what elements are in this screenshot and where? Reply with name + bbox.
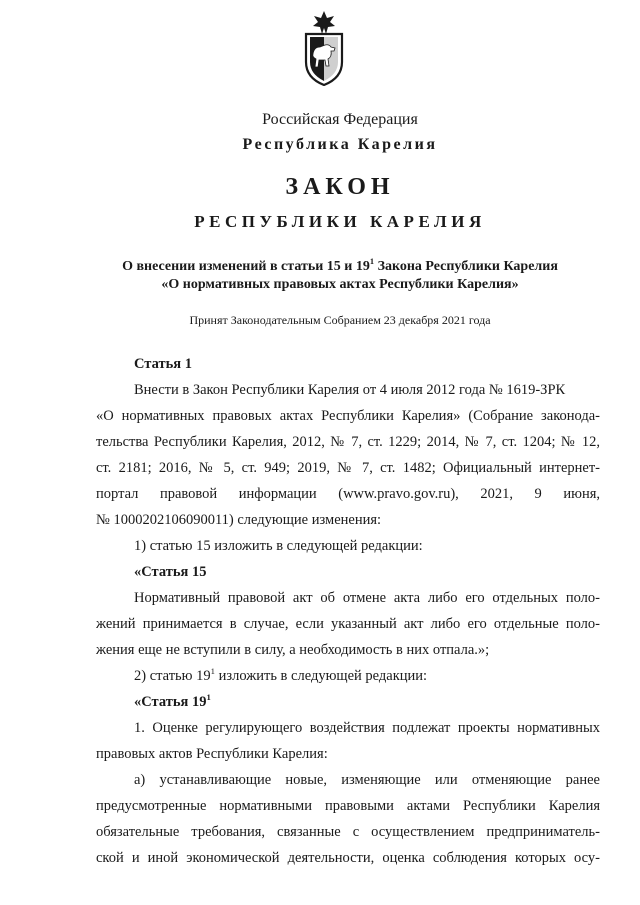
document-issuer: РЕСПУБЛИКИ КАРЕЛИЯ [194,212,486,231]
text-line: Нормативный правовой акт об отмене акта либо его отдельных поло- [134,590,600,606]
text-line: тельства Республики Карелия, 2012, № 7, ст. 1229; 2014, № 7, ст. 1204; № 12, [96,434,600,450]
republic-name: Республика Карелия [242,136,438,153]
text-line: ской и иной экономической деятельности, оценка соблюдения которых осу- [96,850,600,866]
text-line: № 1000202106090011) следующие изменения: [96,512,382,528]
list-item-1: 1) статью 15 изложить в следующей редакции: [134,538,423,554]
text-line: правовых актов Республики Карелия: [96,746,328,762]
article-15-heading: «Статья 15 [134,564,207,580]
text-line: Внести в Закон Республики Карелия от 4 июля 2012 года № 1619-ЗРК [134,382,566,398]
text-line: 1. Оценке регулирующего воздействия подлежат проекты нормативных [134,720,600,736]
law-title-line-1: О внесении изменений в статьи 15 и $19^1$ Закона Республики Карелия [122,257,558,274]
text-line: ст. 2181; 2016, № 5, ст. 949; 2019, № 7, ст. 1482; Официальный интернет- [96,460,600,476]
text-line: «О нормативных правовых актах Республики Карелия» (Собрание законода- [96,408,600,424]
article-19-1-heading: «Статья $19^1$ [134,691,211,710]
article-1-heading: Статья 1 [134,356,192,372]
adoption-note: Принят Законодательным Собранием 23 декабря 2021 года [189,313,491,327]
text-line: жений принимается в случае, если указанный акт либо его отдельные поло- [96,616,600,632]
text-line: предусмотренные нормативными правовыми актами Республики Карелия [96,798,600,814]
law-title-line-2: «О нормативных правовых актах Республики Карелия» [161,277,519,292]
text-line: а) устанавливающие новые, изменяющие или отменяющие ранее [134,772,600,788]
document-type: ЗАКОН [285,174,395,200]
text-line: обязательные требования, связанные с осуществлением предприниматель- [96,824,600,840]
coat-of-arms-icon [302,10,346,86]
country-name: Российская Федерация [262,111,418,128]
text-line: жения еще не вступили в силу, а необходимость в них отпала.»; [96,642,490,658]
text-line: портал правовой информации (www.pravo.gov.ru), 2021, 9 июня, [96,486,600,502]
list-item-2: 2) статью $19^1$ изложить в следующей редакции: [134,665,428,684]
